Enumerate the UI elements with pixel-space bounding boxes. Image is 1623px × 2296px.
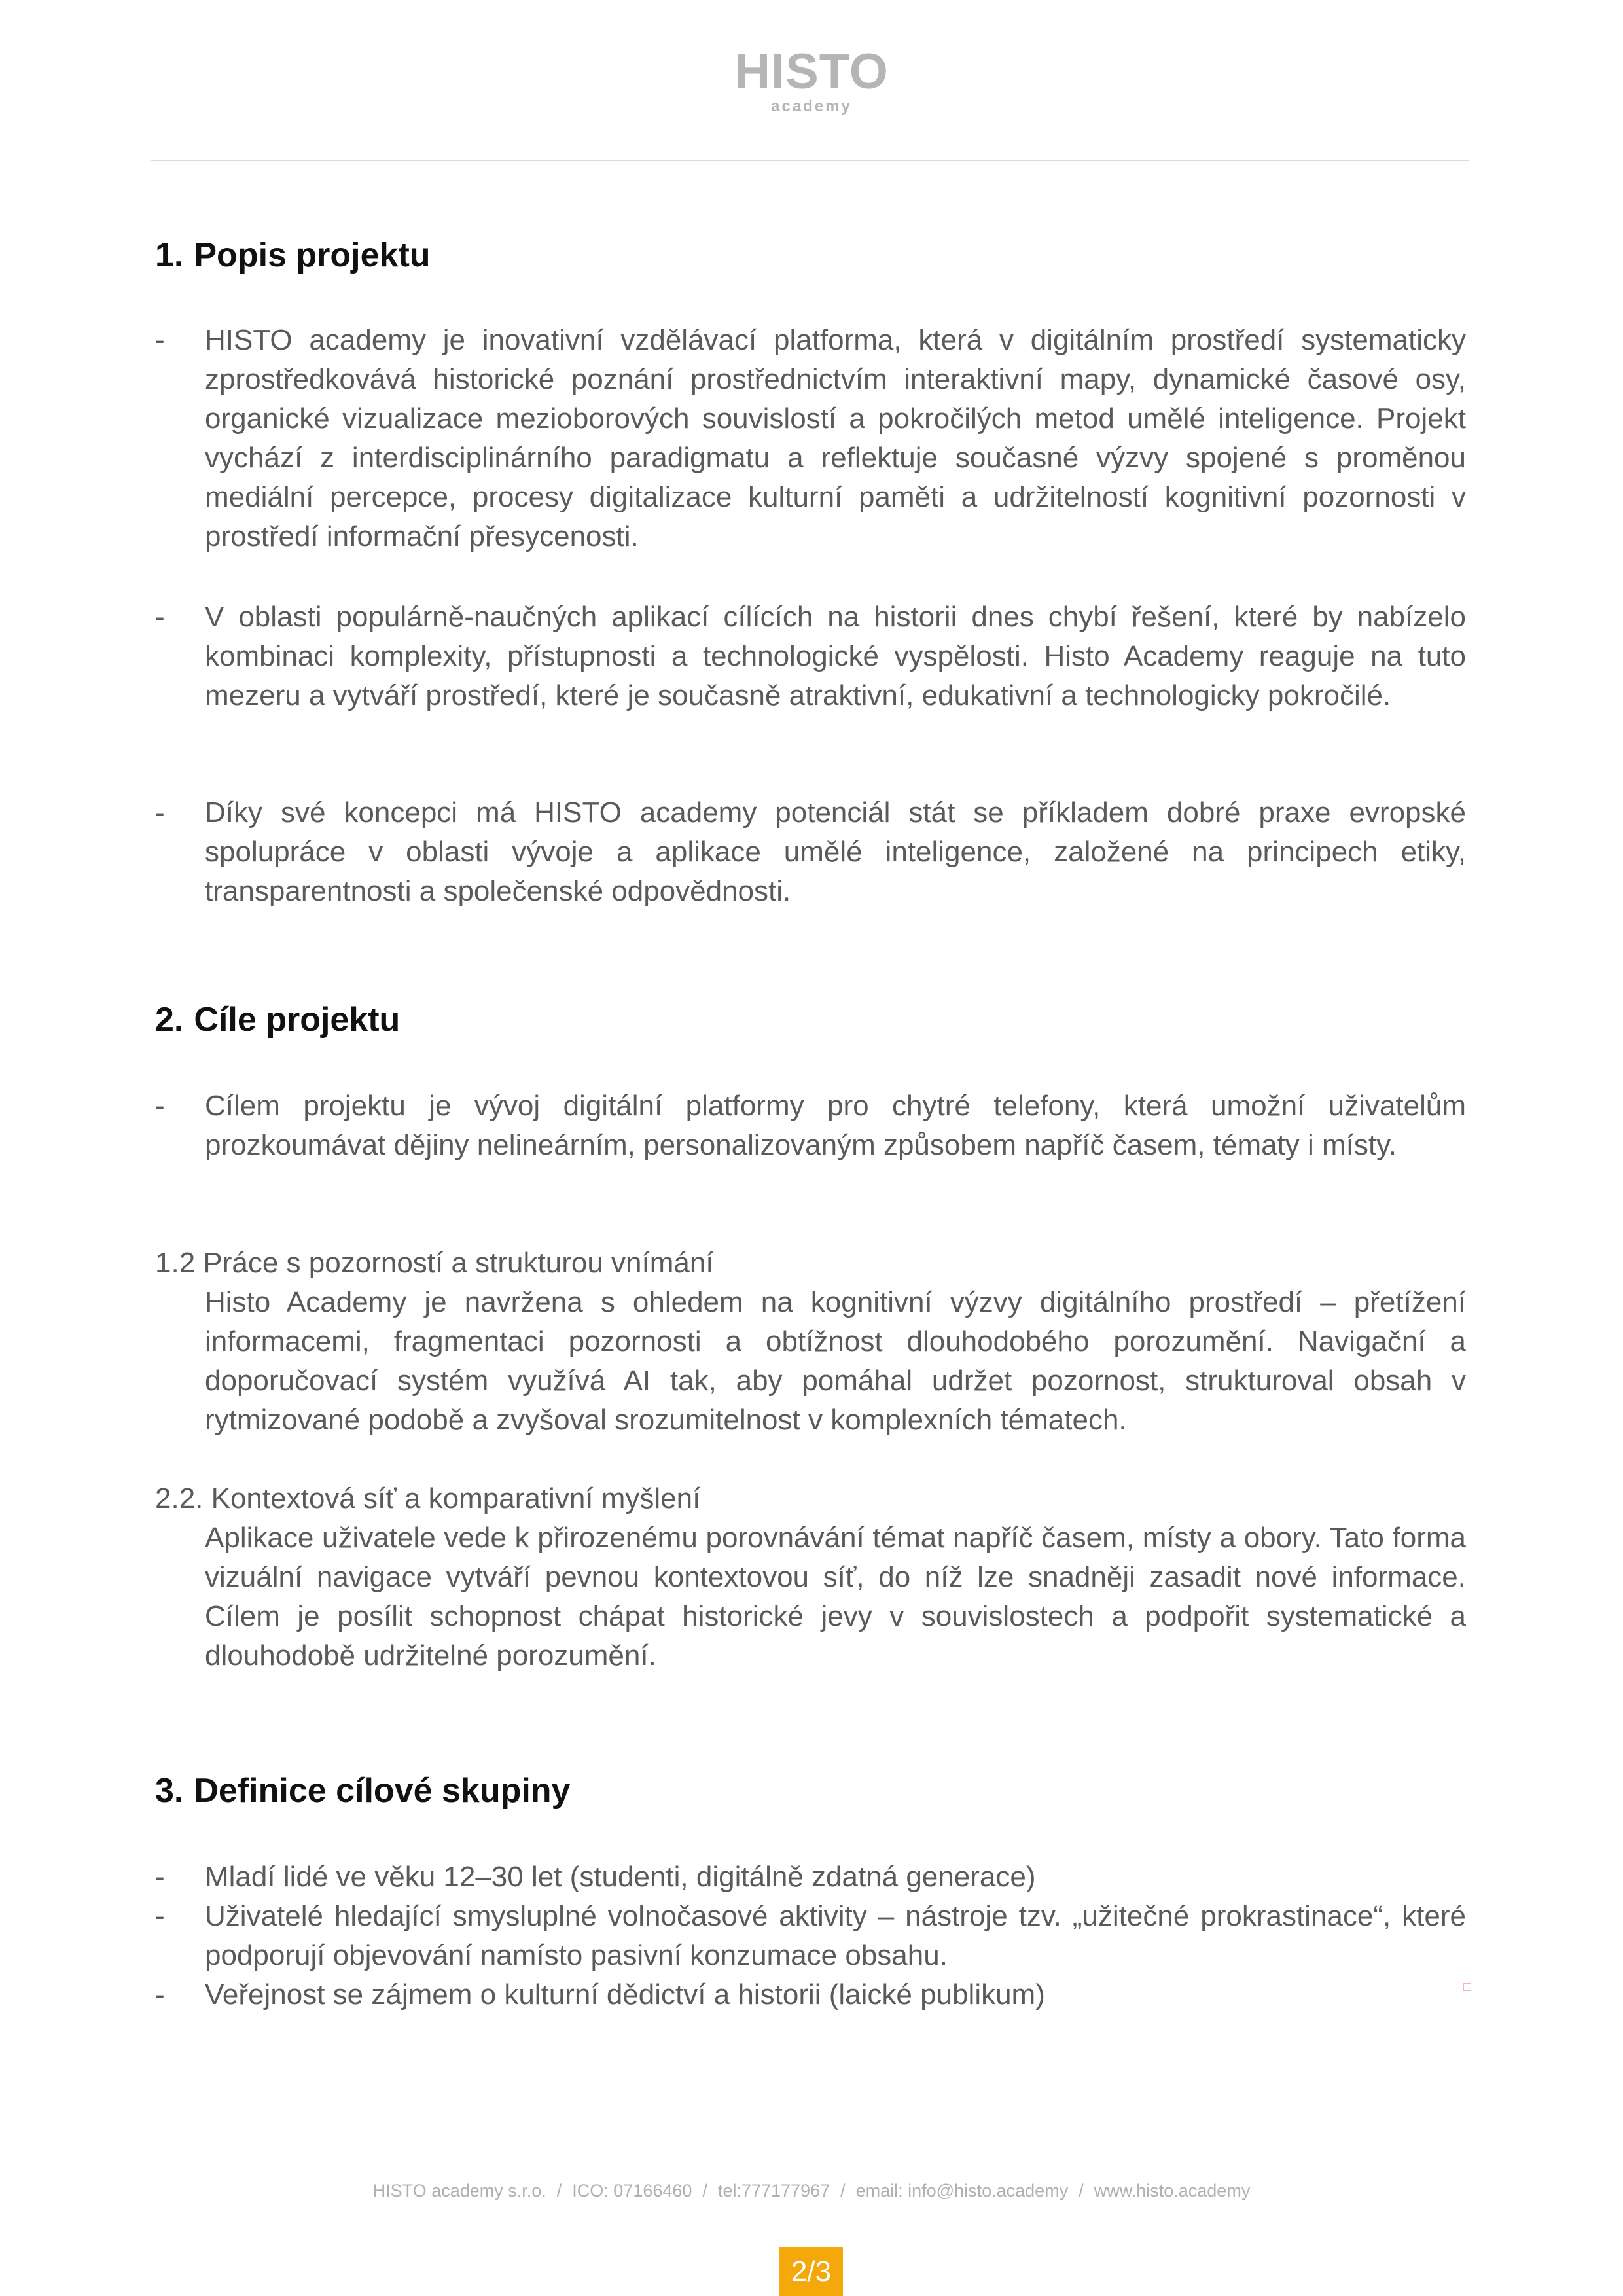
section-title: Popis projektu bbox=[194, 236, 431, 274]
bullet-dash: - bbox=[155, 601, 165, 633]
section-heading-2 bbox=[155, 1000, 400, 1039]
logo-sub-text: academy bbox=[771, 98, 852, 115]
histo-academy-logo bbox=[0, 46, 1623, 115]
footer-contact bbox=[0, 2181, 1623, 2201]
bullet-dash: - bbox=[155, 1979, 165, 2011]
section-number: 2. bbox=[155, 1001, 184, 1039]
paragraph-text: Uživatelé hledající smysluplné volnočasové aktivity – nástroje tzv. „užitečné prokrastinace“, které podporují objevování namísto pasivní konzumace obsahu. bbox=[205, 1900, 1466, 1971]
paragraph-text: HISTO academy je inovativní vzdělávací platforma, která v digitálním prostředí systematicky zprostředkovává historické poznání prostřednictvím interaktivní mapy, dynamické časové osy, organické vizualizace mezioborových souvislostí a pokročilých metod umělé inteligence. Projekt vychází z interdisciplinárního paradigmatu a reflektuje současné výzvy spojené s proměnou mediální percepce, procesy digitalizace kulturní paměti a udržitelností kognitivní pozornosti v prostředí informační přesycenosti. bbox=[205, 324, 1466, 552]
bullet-dash: - bbox=[155, 797, 165, 829]
section-title: Cíle projektu bbox=[194, 1001, 401, 1039]
subsection-title: 2.2. Kontextová síť a komparativní myšlení bbox=[155, 1482, 701, 1515]
bullet-dash: - bbox=[155, 324, 165, 356]
section-heading-1 bbox=[155, 236, 431, 275]
footer-ico: ICO: 07166460 bbox=[572, 2181, 692, 2200]
subsection-title: 1.2 Práce s pozorností a strukturou vnímání bbox=[155, 1247, 714, 1279]
footer-email: email: info@histo.academy bbox=[855, 2181, 1069, 2200]
list-item bbox=[155, 1857, 1466, 1897]
footer-separator: / bbox=[840, 2181, 846, 2200]
paragraph-text: V oblasti populárně-naučných aplikací cílících na historii dnes chybí řešení, které by nabízelo kombinaci komplexity, přístupnosti a technologické vyspělosti. Histo Academy reaguje na tuto mezeru a vytváří prostředí, které je současně atraktivní, edukativní a technologicky pokročilé. bbox=[205, 601, 1466, 711]
section-heading-3 bbox=[155, 1771, 570, 1810]
paragraph-text: Veřejnost se zájmem o kulturní dědictví a historii (laické publikum) bbox=[205, 1979, 1045, 2011]
subsection bbox=[155, 1479, 1466, 1676]
subsection-body: Aplikace uživatele vede k přirozenému porovnávání témat napříč časem, místy a obory. Tato forma vizuální navigace vytváří pevnou kontextovou síť, do níž lze snadněji zasadit nové informace. Cílem je posílit schopnost chápat historické jevy v souvislostech a podpořit systematické a dlouhodobě udržitelné porozumění. bbox=[205, 1522, 1466, 1672]
section-number: 1. bbox=[155, 236, 184, 274]
footer-separator: / bbox=[1079, 2181, 1084, 2200]
decorative-mark bbox=[1463, 1983, 1471, 1991]
footer-separator: / bbox=[556, 2181, 562, 2200]
list-item bbox=[155, 598, 1466, 715]
bullet-dash: - bbox=[155, 1861, 165, 1893]
list-item bbox=[155, 1086, 1466, 1165]
list-item bbox=[155, 793, 1466, 911]
section-number: 3. bbox=[155, 1772, 184, 1810]
footer-separator: / bbox=[702, 2181, 707, 2200]
subsection-body: Histo Academy je navržena s ohledem na kognitivní výzvy digitálního prostředí – přetížení informacemi, fragmentaci pozornosti a obtížnost dlouhodobého porozumění. Navigační a doporučovací systém využívá AI tak, aby pomáhal udržet pozornost, strukturoval obsah v rytmizované podobě a zvyšoval srozumitelnost v komplexních tématech. bbox=[205, 1286, 1466, 1436]
bullet-dash: - bbox=[155, 1090, 165, 1122]
list-item bbox=[155, 1975, 1466, 2015]
target-group-list bbox=[155, 1857, 1466, 2015]
list-item bbox=[155, 1897, 1466, 1975]
subsection bbox=[155, 1244, 1466, 1440]
footer-company: HISTO academy s.r.o. bbox=[372, 2181, 546, 2200]
page-number-badge: 2/3 bbox=[779, 2247, 843, 2296]
footer-website: www.histo.academy bbox=[1094, 2181, 1251, 2200]
logo-main-text: HISTO bbox=[734, 44, 889, 99]
section-title: Definice cílové skupiny bbox=[194, 1772, 571, 1810]
list-item bbox=[155, 321, 1466, 556]
footer-phone: tel:777177967 bbox=[717, 2181, 830, 2200]
paragraph-text: Cílem projektu je vývoj digitální platformy pro chytré telefony, která umožní uživatelům prozkoumávat dějiny nelineárním, personalizovaným způsobem napříč časem, tématy i místy. bbox=[205, 1090, 1466, 1161]
header-divider bbox=[151, 160, 1469, 161]
bullet-dash: - bbox=[155, 1900, 165, 1932]
paragraph-text: Mladí lidé ve věku 12–30 let (studenti, digitálně zdatná generace) bbox=[205, 1861, 1036, 1893]
paragraph-text: Díky své koncepci má HISTO academy potenciál stát se příkladem dobré praxe evropské spolupráce v oblasti vývoje a aplikace umělé inteligence, založené na principech etiky, transparentnosti a společenské odpovědnosti. bbox=[205, 797, 1466, 907]
